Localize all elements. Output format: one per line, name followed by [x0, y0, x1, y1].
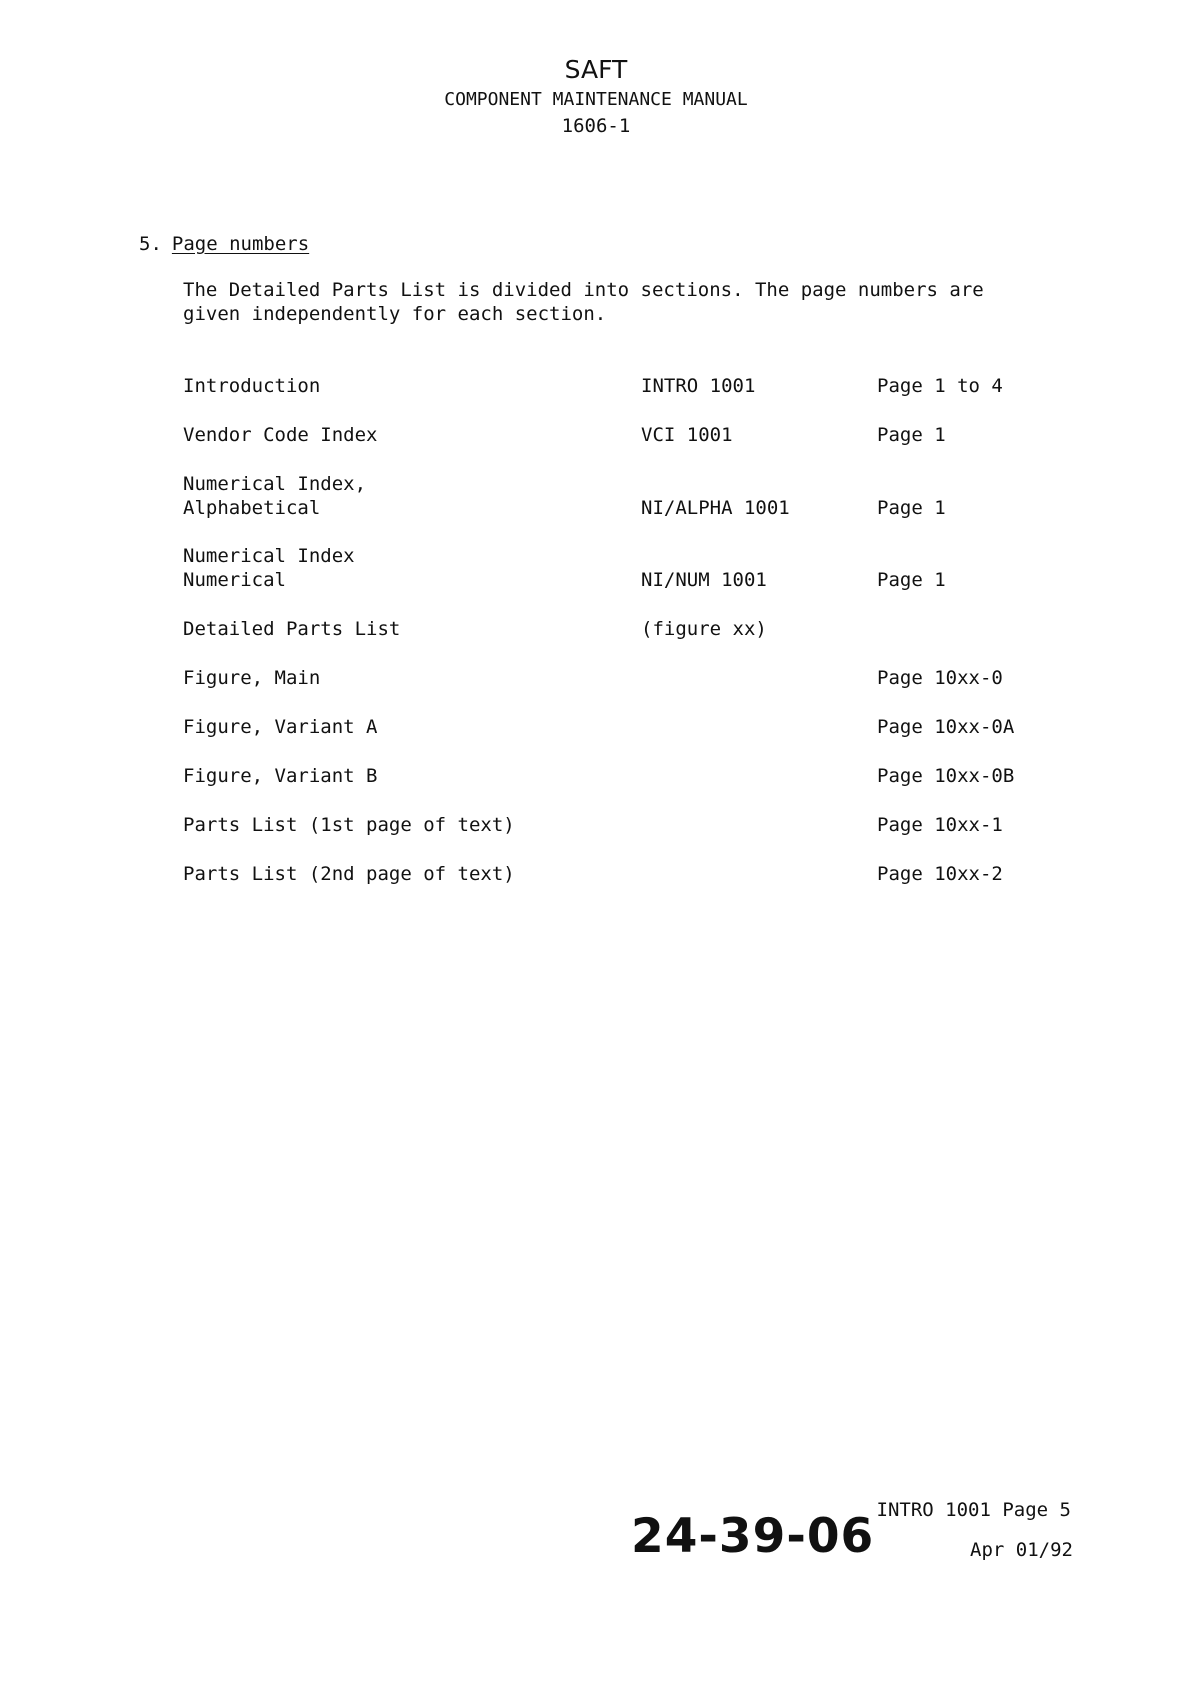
row-label: Parts List (1st page of text)	[183, 814, 515, 836]
section-paragraph: The Detailed Parts List is divided into sections. The page numbers are given independently for each section.	[183, 279, 984, 325]
row-label: Figure, Main	[183, 667, 321, 689]
footer-page-reference: INTRO 1001 Page 5	[876, 1499, 1071, 1521]
row-page: Page 1	[877, 424, 946, 446]
manual-title: COMPONENT MAINTENANCE MANUAL	[444, 89, 748, 110]
chapter-number: 24-39-06	[631, 1509, 875, 1564]
row-page: Page 1	[877, 497, 946, 519]
row-label: Figure, Variant A	[183, 716, 378, 738]
row-label-continued: Alphabetical	[183, 497, 321, 519]
manual-number: 1606-1	[561, 115, 631, 137]
row-code: VCI 1001	[641, 424, 733, 446]
row-label: Introduction	[183, 375, 321, 397]
row-label: Figure, Variant B	[183, 765, 378, 787]
row-code: NI/NUM 1001	[641, 569, 767, 591]
row-label: Parts List (2nd page of text)	[183, 863, 515, 885]
row-label-continued: Numerical	[183, 569, 286, 591]
row-label: Numerical Index,	[183, 473, 367, 495]
row-code: INTRO 1001	[641, 375, 756, 397]
row-page: Page 10xx-0A	[877, 716, 1015, 738]
row-page: Page 10xx-0	[877, 667, 1003, 689]
row-label: Numerical Index	[183, 545, 355, 567]
page-header	[0, 55, 1192, 139]
company-name: SAFT	[564, 55, 628, 84]
row-code: NI/ALPHA 1001	[641, 497, 790, 519]
row-label: Vendor Code Index	[183, 424, 378, 446]
row-page: Page 1	[877, 569, 946, 591]
footer-date: Apr 01/92	[970, 1539, 1073, 1561]
row-label: Detailed Parts List	[183, 618, 401, 640]
section-heading	[139, 231, 309, 257]
row-code: (figure xx)	[641, 618, 767, 640]
row-page: Page 10xx-0B	[877, 765, 1015, 787]
section-title: Page numbers	[171, 233, 310, 255]
row-page: Page 10xx-2	[877, 863, 1003, 885]
row-page: Page 1 to 4	[877, 375, 1003, 397]
row-page: Page 10xx-1	[877, 814, 1003, 836]
section-number: 5.	[139, 233, 162, 255]
